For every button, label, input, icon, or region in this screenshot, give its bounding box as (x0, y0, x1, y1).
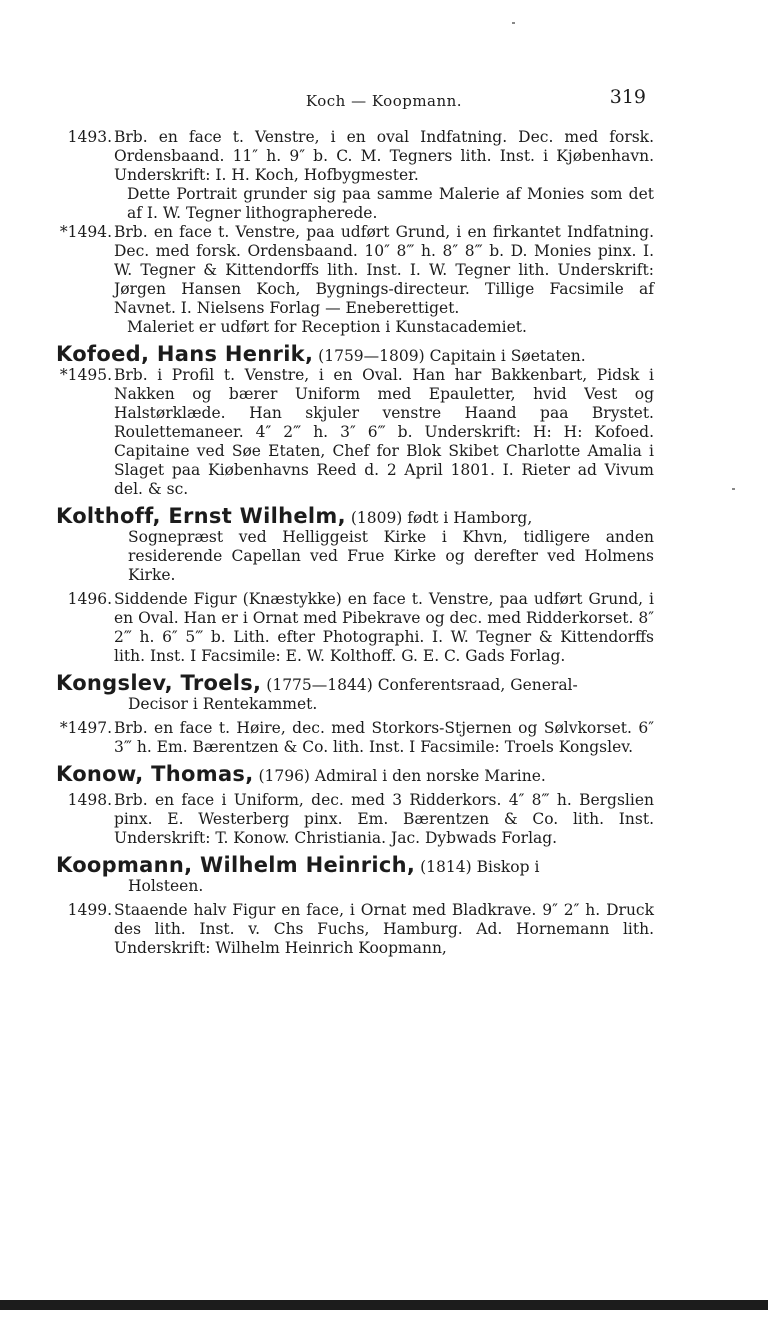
person-name: Kolthoff, Ernst Wilhelm, (56, 504, 346, 528)
entry-text: Brb. i Profil t. Venstre, i en Oval. Han har Bakkenbart, Pidsk i Nakken og bærer Uniform med Epauletter, hvid Vest og Halstørklæde. Han skjuler venstre Haand paa Brystet. Roulettemaneer. 4″ 2‴ h. 3″ 6‴ b. Underskrift: H: H: Kofoed. Capitaine ved Søe Etaten, Chef for Blok Skibet Charlotte Amalia i Slaget paa Kiøbenhavns Reed d. 2 April 1801. I. Rieter ad Vivum del. & sc. (114, 366, 654, 498)
person-name: Konow, Thomas, (56, 762, 254, 786)
entry-number: *1497. (59, 719, 112, 737)
entry-text: Staaende halv Figur en face, i Ornat med Bladkrave. 9″ 2″ h. Druck des lith. Inst. v. Chs Fuchs, Hamburg. Ad. Hornemann lith. Underskrift: Wilhelm Heinrich Koopmann, (114, 901, 654, 957)
scan-speck (732, 488, 735, 490)
person-bio-continued: Sognepræst ved Helliggeist Kirke i Khvn, tidligere anden residerende Capellan ved Frue Kirke og derefter ved Holmens Kirke. (128, 528, 654, 584)
entry-note: Dette Portrait grunder sig paa samme Malerie af Monies som det af I. W. Tegner lithographerede. (127, 185, 654, 222)
catalog-entry-1497 (56, 719, 654, 757)
person-name: Koopmann, Wilhelm Heinrich, (56, 853, 416, 877)
entry-text: Brb. en face i Uniform, dec. med 3 Ridderkors. 4″ 8‴ h. Bergslien pinx. E. Westerberg pinx. Em. Bærentzen & Co. lith. Inst. Underskrift: T. Konow. Christiania. Jac. Dybwads Forlag. (114, 791, 654, 847)
person-heading-kofoed (56, 342, 654, 366)
entry-number: 1499. (67, 901, 112, 919)
entry-text: Brb. en face t. Venstre, paa udført Grund, i en firkantet Indfatning. Dec. med forsk. Ordensbaand. 10″ 8‴ h. 8″ 8‴ b. D. Monies pinx. I. W. Tegner & Kittendorffs lith. Inst. I. W. Tegner lith. Underskrift: Jørgen Hansen Koch, Bygnings-directeur. Tillige Facsimile af Navnet. I. Nielsens Forlag — Eneberettiget. (114, 223, 654, 317)
person-heading-kolthoff (56, 504, 654, 585)
catalog-entry-1493 (56, 128, 654, 223)
entry-number: *1494. (59, 223, 112, 241)
person-bio: (1775—1844) Conferentsraad, General- (266, 676, 578, 694)
page-header (0, 86, 768, 116)
person-heading-konow (56, 762, 654, 786)
person-name: Kongslev, Troels, (56, 671, 262, 695)
person-heading-kongslev (56, 671, 654, 714)
catalog-entry-1495 (56, 366, 654, 499)
person-name: Kofoed, Hans Henrik, (56, 342, 314, 366)
person-bio: (1809) født i Hamborg, (350, 509, 533, 527)
entry-number: *1495. (59, 366, 112, 384)
person-bio: (1796) Admiral i den norske Marine. (258, 767, 546, 785)
page-body (56, 128, 654, 958)
entry-number: 1498. (67, 791, 112, 809)
catalog-entry-1496 (56, 590, 654, 666)
catalog-entry-1498 (56, 791, 654, 848)
person-heading-koopmann (56, 853, 654, 896)
entry-number: 1496. (67, 590, 112, 608)
entry-text: Siddende Figur (Knæstykke) en face t. Venstre, paa udført Grund, i en Oval. Han er i Ornat med Pibekrave og dec. med Ridderkorset. 8″ 2‴ h. 6″ 5‴ b. Lith. efter Photographi. I. W. Tegner & Kittendorffs lith. Inst. I Facsimile: E. W. Kolthoff. G. E. C. Gads Forlag. (114, 590, 654, 665)
entry-number: 1493. (67, 128, 112, 146)
running-title: Koch — Koopmann. (305, 92, 463, 110)
scan-bottom-edge (0, 1300, 768, 1310)
person-bio: (1759—1809) Capitain i Søetaten. (318, 347, 586, 365)
person-bio-continued: Decisor i Rentekammet. (128, 695, 318, 713)
entry-text: Brb. en face t. Høire, dec. med Storkors-Stjernen og Sølvkorset. 6″ 3‴ h. Em. Bærentzen & Co. lith. Inst. I Facsimile: Troels Kongslev. (114, 719, 654, 756)
catalog-entry-1499 (56, 901, 654, 958)
catalog-entry-1494 (56, 223, 654, 337)
page-number: 319 (609, 86, 646, 108)
entry-note: Maleriet er udført for Reception i Kunstacademiet. (127, 318, 527, 336)
scan-speck (512, 22, 515, 24)
person-bio-continued: Holsteen. (128, 877, 204, 895)
entry-text: Brb. en face t. Venstre, i en oval Indfatning. Dec. med forsk. Ordensbaand. 11″ h. 9″ b. C. M. Tegners lith. Inst. i Kjøbenhavn. Underskrift: I. H. Koch, Hofbygmester. (114, 128, 654, 184)
person-bio: (1814) Biskop i (420, 858, 540, 876)
